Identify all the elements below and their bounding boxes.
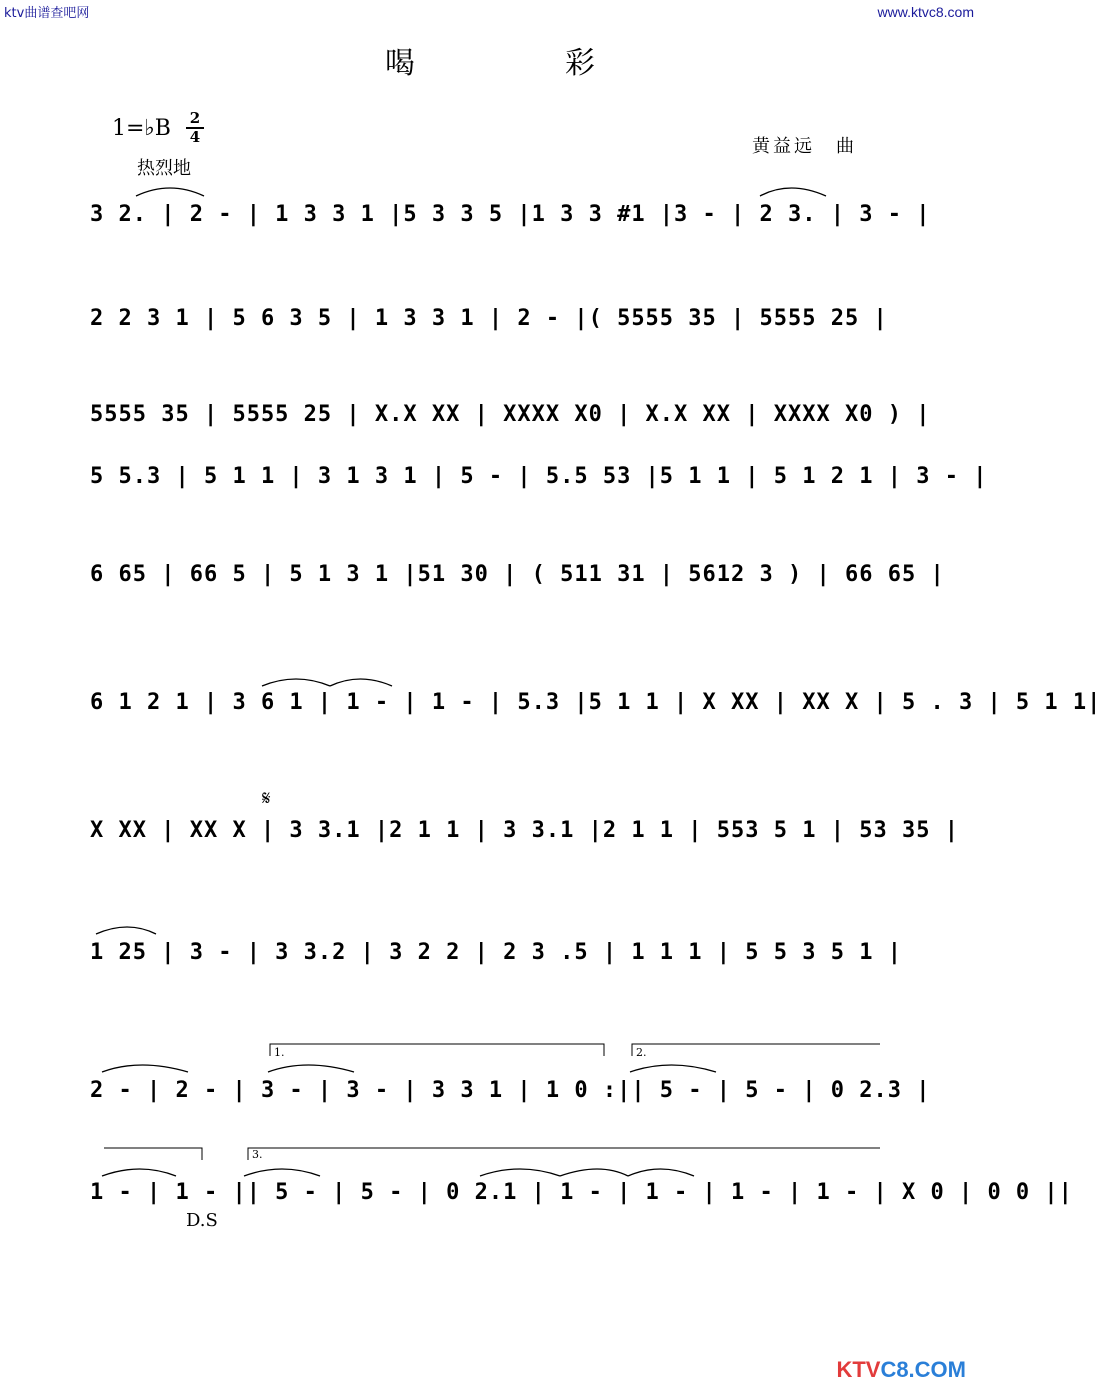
- tie-arc: [262, 679, 330, 686]
- volta-2-bracket: [632, 1044, 880, 1056]
- tie-arc: [480, 1169, 560, 1176]
- volta-1-bracket: [270, 1044, 604, 1056]
- segno-sign: 𝄋: [262, 786, 271, 810]
- tie-arc: [630, 1065, 716, 1072]
- composer-credit: 黄益远 曲: [752, 136, 857, 157]
- watermark-right: www.ktvc8.com: [877, 4, 974, 20]
- volta-3-label: 3.: [252, 1148, 263, 1161]
- dal-segno-mark: D.S: [186, 1210, 218, 1231]
- score-row-text: 6 1 2 1 | 3 6 1 | 1 - | 1 - | 5.3 |5 1 1 | X XX | XX X | 5 . 3 | 5 1 1|: [90, 690, 1101, 715]
- site-logo: [836, 1357, 966, 1383]
- volta-2-bracket-end: [104, 1148, 202, 1160]
- score-row-text: 2 - | 2 - | 3 - | 3 - | 3 3 1 | 1 0 :|| 5 - | 5 - | 0 2.3 |: [90, 1078, 931, 1103]
- score-row-text: 5555 35 | 5555 25 | X.X XX | XXXX X0 | X.X XX | XXXX X0 ) |: [90, 402, 931, 427]
- tie-arc: [244, 1169, 320, 1176]
- tie-arc: [560, 1169, 628, 1176]
- key-signature: 1=♭B: [112, 116, 171, 141]
- tie-arc: [628, 1169, 694, 1176]
- time-signature-bottom: 4: [189, 128, 201, 146]
- volta-1-label: 1.: [274, 1046, 285, 1059]
- tie-arc: [136, 188, 204, 196]
- time-signature-top: 2: [189, 109, 201, 127]
- tie-arc: [96, 927, 156, 934]
- score-row-text: 3 2. | 2 - | 1 3 3 1 |5 3 3 5 |1 3 3 #1 |3 - | 2 3. | 3 - |: [90, 202, 931, 227]
- tie-arc: [102, 1065, 188, 1072]
- song-title: 喝彩: [385, 46, 745, 81]
- score-row-text: X XX | XX X | 3 3.1 |2 1 1 | 3 3.1 |2 1 1 | 553 5 1 | 53 35 |: [90, 818, 959, 843]
- score-row-text: 1 - | 1 - || 5 - | 5 - | 0 2.1 | 1 - | 1 - | 1 - | 1 - | X 0 | 0 0 ||: [90, 1180, 1073, 1205]
- tie-arc: [268, 1065, 354, 1072]
- tie-arc: [102, 1169, 176, 1176]
- logo-part-2: C8.COM: [880, 1357, 966, 1382]
- volta-2-label: 2.: [636, 1046, 647, 1059]
- score-row-text: 6 65 | 66 5 | 5 1 3 1 |51 30 | ( 511 31 | 5612 3 ) | 66 65 |: [90, 562, 945, 587]
- tempo-marking: 热烈地: [137, 158, 191, 179]
- tie-arc: [330, 679, 392, 686]
- tie-arc: [760, 188, 826, 196]
- logo-part-1: KTV: [836, 1357, 881, 1382]
- watermark-left: ktv曲谱查吧网: [4, 6, 90, 21]
- volta-3-bracket: [248, 1148, 880, 1160]
- score-row-text: 1 25 | 3 - | 3 3.2 | 3 2 2 | 2 3 .5 | 1 1 1 | 5 5 3 5 1 |: [90, 940, 902, 965]
- score-row-text: 2 2 3 1 | 5 6 3 5 | 1 3 3 1 | 2 - |( 5555 35 | 5555 25 |: [90, 306, 888, 331]
- score-row-text: 5 5.3 | 5 1 1 | 3 1 3 1 | 5 - | 5.5 53 |5 1 1 | 5 1 2 1 | 3 - |: [90, 464, 988, 489]
